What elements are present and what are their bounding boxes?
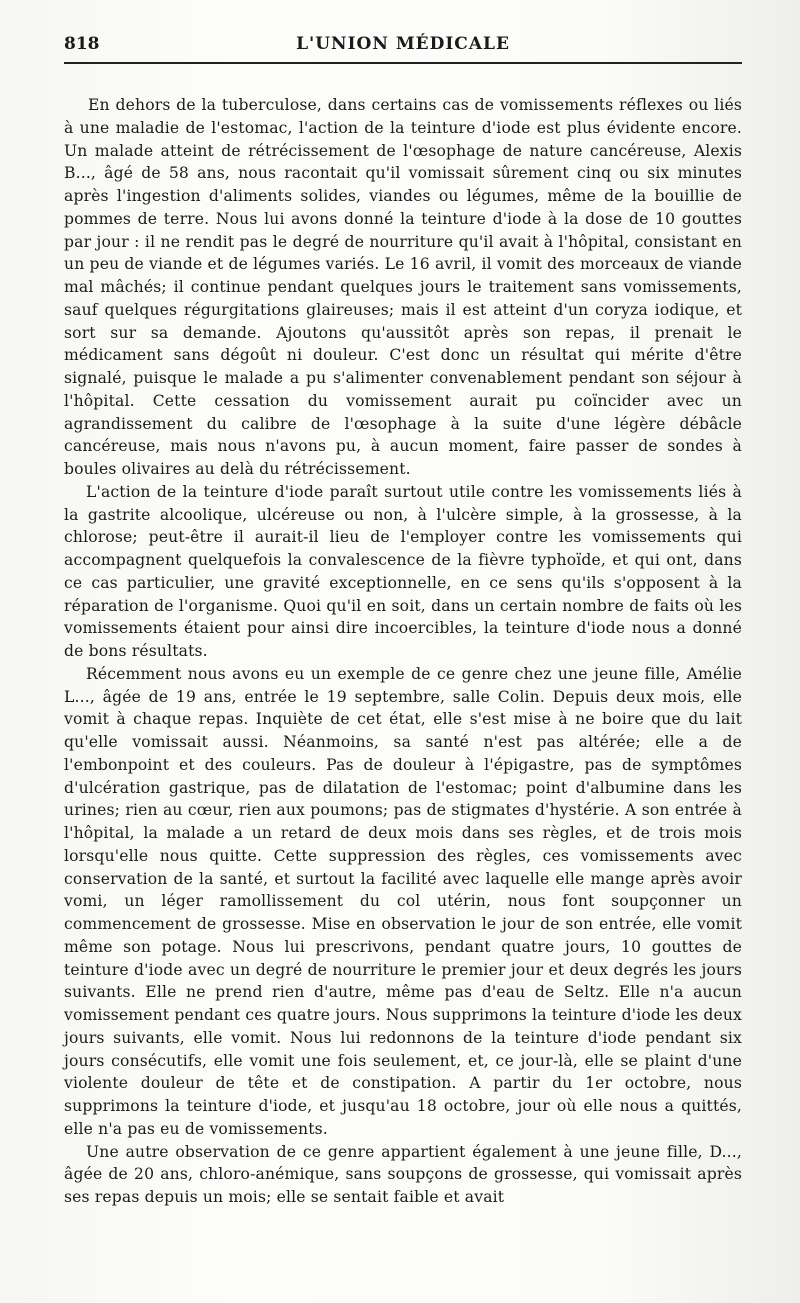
page-header [64,24,742,64]
page-number: 818 [64,34,100,54]
running-head: L'UNION MÉDICALE [296,34,510,54]
article-body [64,94,742,1209]
paragraph: Une autre observation de ce genre appartient également à une jeune fille, D..., âgée de 20 ans, chloro-anémique, sans soupçons de grossesse, qui vomissait après ses repas depuis un mois; elle se sentait faible et avait [64,1142,742,1206]
paragraph: En dehors de la tuberculose, dans certains cas de vomissements réflexes ou liés à une maladie de l'estomac, l'action de la teinture d'iode est plus évidente encore. Un malade atteint de rétrécissement de l'œsophage de nature cancéreuse, Alexis B..., âgé de 58 ans, nous racontait qu'il vomissait sûrement cinq ou six minutes après l'ingestion d'aliments solides, viandes ou légumes, même de la bouillie de pommes de terre. Nous lui avons donné la teinture d'iode à la dose de 10 gouttes par jour : il ne rendit pas le degré de nourriture qu'il avait à l'hôpital, consistant en un peu de viande et de légumes variés. Le 16 avril, il vomit des morceaux de viande mal mâchés; il continue pendant quelques jours le traitement sans vomissements, sauf quelques régurgitations glaireuses; mais il est atteint d'un coryza iodique, et sort sur sa demande. Ajoutons qu'aussitôt après son repas, il prenait le médicament sans dégoût ni douleur. C'est donc un résultat qui mérite d'être signalé, puisque le malade a pu s'alimenter convenablement pendant son séjour à l'hôpital. Cette cessation du vomissement aurait pu coïncider avec un agrandissement du calibre de l'œsophage à la suite d'une légère débâcle cancéreuse, mais nous n'avons pu, à aucun moment, faire passer de sondes à boules olivaires au delà du rétrécissement. [64,96,742,478]
paragraph: Récemment nous avons eu un exemple de ce genre chez une jeune fille, Amélie L..., âgée de 19 ans, entrée le 19 septembre, salle Colin. Depuis deux mois, elle vomit à chaque repas. Inquiète de cet état, elle s'est mise à ne boire que du lait qu'elle vomissait aussi. Néanmoins, sa santé n'est pas altérée; elle a de l'embonpoint et des couleurs. Pas de douleur à l'épigastre, pas de symptômes d'ulcération gastrique, pas de dilatation de l'estomac; point d'albumine dans les urines; rien au cœur, rien aux poumons; pas de stigmates d'hystérie. A son entrée à l'hôpital, la malade a un retard de deux mois dans ses règles, et de trois mois lorsqu'elle nous quitte. Cette suppression des règles, ces vomissements avec conservation de la santé, et surtout la facilité avec laquelle elle mange après avoir vomi, un léger ramollissement du col utérin, nous font soupçonner un commencement de grossesse. Mise en observation le jour de son entrée, elle vomit même son potage. Nous lui prescrivons, pendant quatre jours, 10 gouttes de teinture d'iode avec un degré de nourriture le premier jour et deux degrés les jours suivants. Elle ne prend rien d'autre, même pas d'eau de Seltz. Elle n'a aucun vomissement pendant ces quatre jours. Nous supprimons la teinture d'iode les deux jours suivants, elle vomit. Nous lui redonnons de la teinture d'iode pendant six jours consécutifs, elle vomit une fois seulement, et, ce jour-là, elle se plaint d'une violente douleur de tête et de constipation. A partir du 1er octobre, nous supprimons la teinture d'iode, et jusqu'au 18 octobre, jour où elle nous a quittés, elle n'a pas eu de vomissements. [64,664,742,1138]
paragraph: L'action de la teinture d'iode paraît surtout utile contre les vomissements liés à la gastrite alcoolique, ulcéreuse ou non, à l'ulcère simple, à la grossesse, à la chlorose; peut-être il aurait-il lieu de l'employer contre les vomissements qui accompagnent quelquefois la convalescence de la fièvre typhoïde, et qui ont, dans ce cas particulier, une gravité exceptionnelle, en ce sens qu'ils s'opposent à la réparation de l'organisme. Quoi qu'il en soit, dans un certain nombre de faits où les vomissements étaient pour ainsi dire incoercibles, la teinture d'iode nous a donné de bons résultats. [64,482,742,660]
